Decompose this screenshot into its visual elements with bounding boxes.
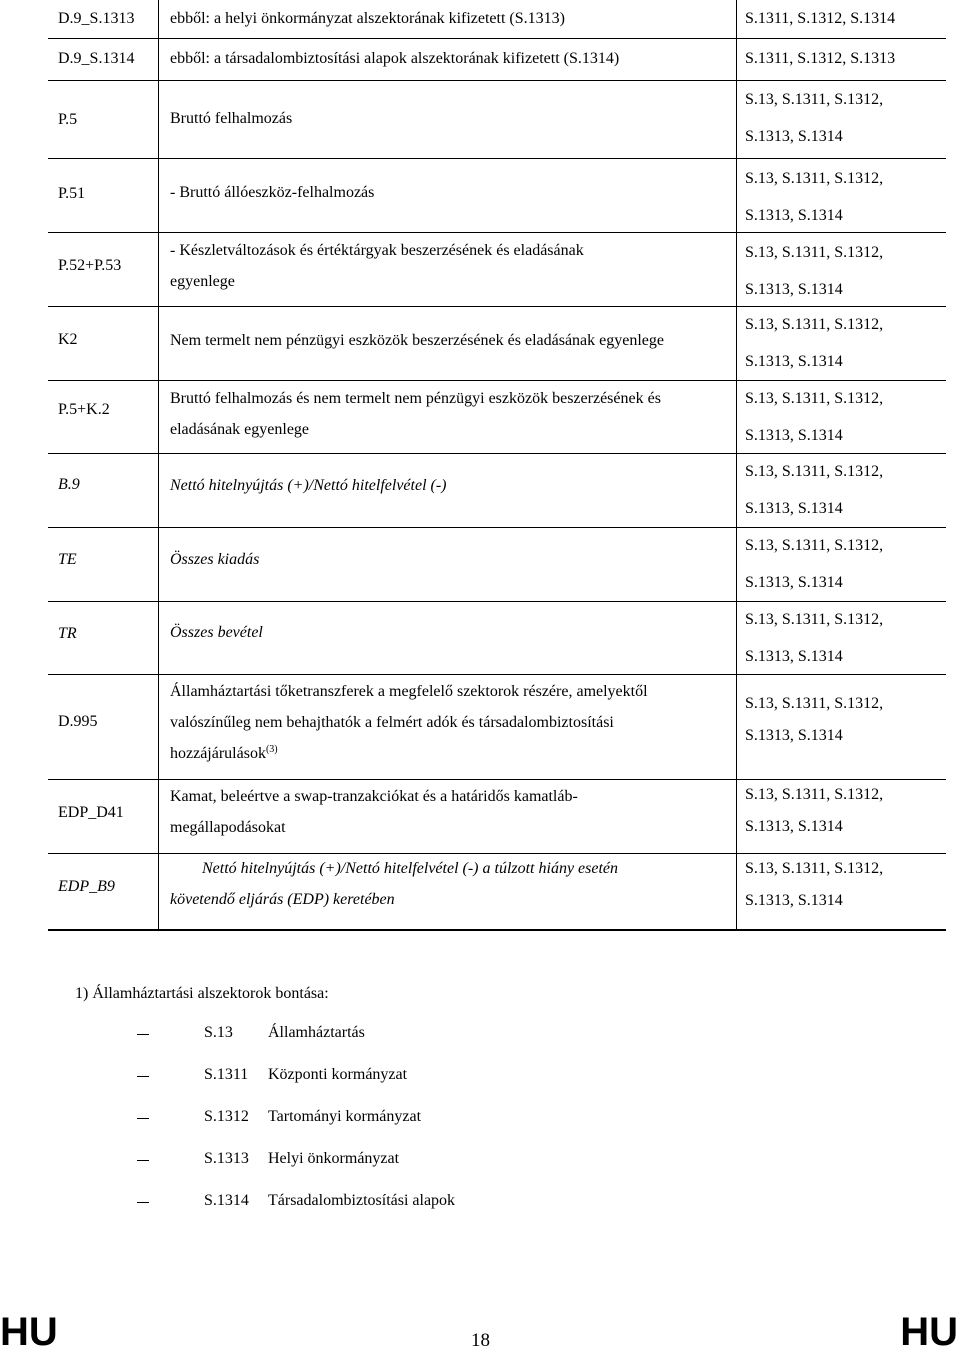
row-description [170, 325, 734, 356]
legend-name: Tartományi kormányzat [268, 1108, 422, 1125]
row-code: D.9_S.1314 [58, 50, 135, 67]
column-divider [158, 853, 159, 929]
description-line [170, 103, 734, 134]
sector-line: S.13, S.1311, S.1312, [745, 244, 884, 261]
row-sectors [745, 81, 945, 155]
table-row [48, 453, 946, 528]
description-line [170, 617, 734, 648]
row-code: TE [58, 551, 77, 568]
column-divider [736, 779, 737, 853]
column-divider [158, 0, 159, 38]
column-divider [736, 853, 737, 929]
sector-line: S.1311, S.1312, S.1313 [745, 50, 896, 67]
description-text: - Készletváltozások és értéktárgyak beszerzésének és eladásának [170, 242, 584, 259]
description-text: ebből: a társadalombiztosítási alapok alszektorának kifizetett (S.1314) [170, 50, 620, 67]
description-line [170, 738, 734, 769]
legend-item [0, 1192, 960, 1214]
row-sectors [745, 40, 945, 78]
column-divider [736, 0, 737, 38]
sector-line: S.1313, S.1314 [745, 353, 843, 370]
sector-line: S.13, S.1311, S.1312, [745, 463, 884, 480]
row-sectors [745, 306, 945, 380]
column-divider [736, 380, 737, 453]
footer-country-right: HU [900, 1310, 958, 1354]
sector-line: S.13, S.1311, S.1312, [745, 91, 884, 108]
sector-line: S.1313, S.1314 [745, 574, 843, 591]
table-row [48, 232, 946, 307]
row-description [170, 235, 734, 297]
sector-line: S.1313, S.1314 [745, 648, 843, 665]
legend-item [0, 1150, 960, 1172]
description-text: Nettó hitelnyújtás (+)/Nettó hitelfelvétel (-) [170, 477, 447, 494]
sector-line: S.13, S.1311, S.1312, [745, 786, 884, 803]
page-number: 18 [471, 1330, 490, 1351]
row-description [170, 103, 734, 134]
description-line [170, 325, 734, 356]
legend-code: S.1313 [204, 1150, 249, 1167]
row-code: EDP_D41 [58, 804, 124, 821]
description-line [170, 470, 734, 501]
column-divider [158, 306, 159, 380]
footer-country-left: HU [0, 1310, 58, 1354]
footnote-reference: (3) [265, 744, 278, 755]
dash-bullet-icon [137, 1034, 149, 1035]
column-divider [158, 158, 159, 232]
column-divider [158, 674, 159, 779]
row-description [170, 383, 734, 445]
row-sectors [745, 779, 945, 843]
description-text: Államháztartási tőketranszferek a megfelelő szektorok részére, amelyektől [170, 683, 648, 700]
table-row [48, 80, 946, 159]
column-divider [736, 158, 737, 232]
table-row [48, 306, 946, 381]
row-description [170, 3, 734, 34]
description-line [170, 383, 734, 414]
description-text: követendő eljárás (EDP) keretében [170, 891, 395, 908]
legend-code: S.1311 [204, 1066, 249, 1083]
column-divider [158, 80, 159, 158]
column-divider [736, 306, 737, 380]
table-row [48, 674, 946, 780]
row-code: P.52+P.53 [58, 257, 122, 274]
dash-bullet-icon [137, 1076, 149, 1077]
sector-line: S.1313, S.1314 [745, 427, 843, 444]
row-code: TR [58, 625, 77, 642]
table-row [48, 158, 946, 233]
description-line [170, 235, 734, 266]
dash-bullet-icon [137, 1202, 149, 1203]
table-row [48, 0, 946, 39]
row-description [170, 177, 734, 208]
description-line [170, 812, 734, 843]
sector-line: S.1313, S.1314 [745, 727, 843, 744]
column-divider [158, 527, 159, 601]
legend-item [0, 1024, 960, 1046]
row-code: P.51 [58, 185, 86, 202]
sector-line: S.13, S.1311, S.1312, [745, 695, 884, 712]
legend-code: S.13 [204, 1024, 233, 1041]
sector-line: S.1313, S.1314 [745, 818, 843, 835]
row-sectors [745, 160, 945, 234]
description-text: Összes bevétel [170, 624, 263, 641]
description-line [170, 43, 734, 74]
row-description [170, 853, 734, 915]
dash-bullet-icon [137, 1160, 149, 1161]
legend-name: Helyi önkormányzat [268, 1150, 400, 1167]
description-text: ebből: a helyi önkormányzat alszektorának kifizetett (S.1313) [170, 10, 565, 27]
table-row [48, 779, 946, 854]
column-divider [736, 80, 737, 158]
sector-line: S.13, S.1311, S.1312, [745, 611, 884, 628]
description-text: - Bruttó állóeszköz-felhalmozás [170, 184, 375, 201]
column-divider [158, 38, 159, 80]
description-line [170, 177, 734, 208]
description-text: Nem termelt nem pénzügyi eszközök beszerzésének és eladásának egyenlege [170, 332, 664, 349]
row-sectors [745, 527, 945, 601]
row-code: D.9_S.1313 [58, 10, 135, 27]
column-divider [736, 674, 737, 779]
column-divider [736, 601, 737, 674]
description-text: Bruttó felhalmozás és nem termelt nem pénzügyi eszközök beszerzésének és [170, 390, 661, 407]
column-divider [158, 453, 159, 527]
row-sectors [745, 234, 945, 308]
description-text: Kamat, beleértve a swap-tranzakciókat és a határidős kamatláb- [170, 788, 578, 805]
description-line [170, 3, 734, 34]
column-divider [158, 380, 159, 453]
sector-line: S.1313, S.1314 [745, 207, 843, 224]
sector-line: S.13, S.1311, S.1312, [745, 170, 884, 187]
row-sectors [745, 688, 945, 752]
row-description [170, 470, 734, 501]
description-text: valószínűleg nem behajthatók a felmért adók és társadalombiztosítási [170, 714, 614, 731]
description-line [170, 884, 734, 915]
sector-line: S.1313, S.1314 [745, 128, 843, 145]
column-divider [736, 38, 737, 80]
column-divider [158, 232, 159, 306]
description-line [170, 266, 734, 297]
column-divider [736, 527, 737, 601]
column-divider [158, 779, 159, 853]
column-divider [158, 601, 159, 674]
description-line [170, 853, 734, 884]
description-line [170, 544, 734, 575]
sector-line: S.1311, S.1312, S.1314 [745, 10, 896, 27]
table-row [48, 853, 946, 931]
column-divider [736, 232, 737, 306]
sector-line: S.13, S.1311, S.1312, [745, 537, 884, 554]
footnote-title: 1) Államháztartási alszektorok bontása: [75, 985, 329, 1002]
row-sectors [745, 0, 945, 38]
row-description [170, 781, 734, 843]
table-row [48, 601, 946, 675]
row-description [170, 544, 734, 575]
legend-code: S.1312 [204, 1108, 249, 1125]
description-text: egyenlege [170, 273, 235, 290]
dash-bullet-icon [137, 1118, 149, 1119]
sector-line: S.1313, S.1314 [745, 500, 843, 517]
sector-line: S.13, S.1311, S.1312, [745, 316, 884, 333]
row-code: EDP_B9 [58, 878, 115, 895]
row-code: K2 [58, 331, 78, 348]
description-text: Bruttó felhalmozás [170, 110, 293, 127]
description-text: Nettó hitelnyújtás (+)/Nettó hitelfelvétel (-) a túlzott hiány esetén [202, 860, 619, 877]
description-line [170, 781, 734, 812]
row-code: B.9 [58, 476, 80, 493]
legend-name: Államháztartás [268, 1024, 365, 1041]
row-sectors [745, 453, 945, 527]
legend-name: Központi kormányzat [268, 1066, 408, 1083]
legend-item [0, 1108, 960, 1130]
legend-name: Társadalombiztosítási alapok [268, 1192, 456, 1209]
description-text: Összes kiadás [170, 551, 260, 568]
row-description [170, 617, 734, 648]
description-text: hozzájárulások [170, 745, 266, 762]
sector-line: S.13, S.1311, S.1312, [745, 860, 884, 877]
row-code: P.5+K.2 [58, 401, 110, 418]
table-row [48, 38, 946, 81]
sector-line: S.13, S.1311, S.1312, [745, 390, 884, 407]
row-sectors [745, 853, 945, 917]
table-row [48, 380, 946, 454]
legend-code: S.1314 [204, 1192, 249, 1209]
row-description [170, 676, 734, 769]
row-description [170, 43, 734, 74]
column-divider [736, 453, 737, 527]
table-row [48, 527, 946, 602]
row-sectors [745, 601, 945, 675]
sector-line: S.1313, S.1314 [745, 281, 843, 298]
description-text: eladásának egyenlege [170, 421, 310, 438]
description-line [170, 707, 734, 738]
description-line [170, 414, 734, 445]
row-code: P.5 [58, 111, 78, 128]
legend-item [0, 1066, 960, 1088]
description-text: megállapodásokat [170, 819, 286, 836]
sector-line: S.1313, S.1314 [745, 892, 843, 909]
description-line [170, 676, 734, 707]
row-code: D.995 [58, 713, 98, 730]
row-sectors [745, 380, 945, 454]
